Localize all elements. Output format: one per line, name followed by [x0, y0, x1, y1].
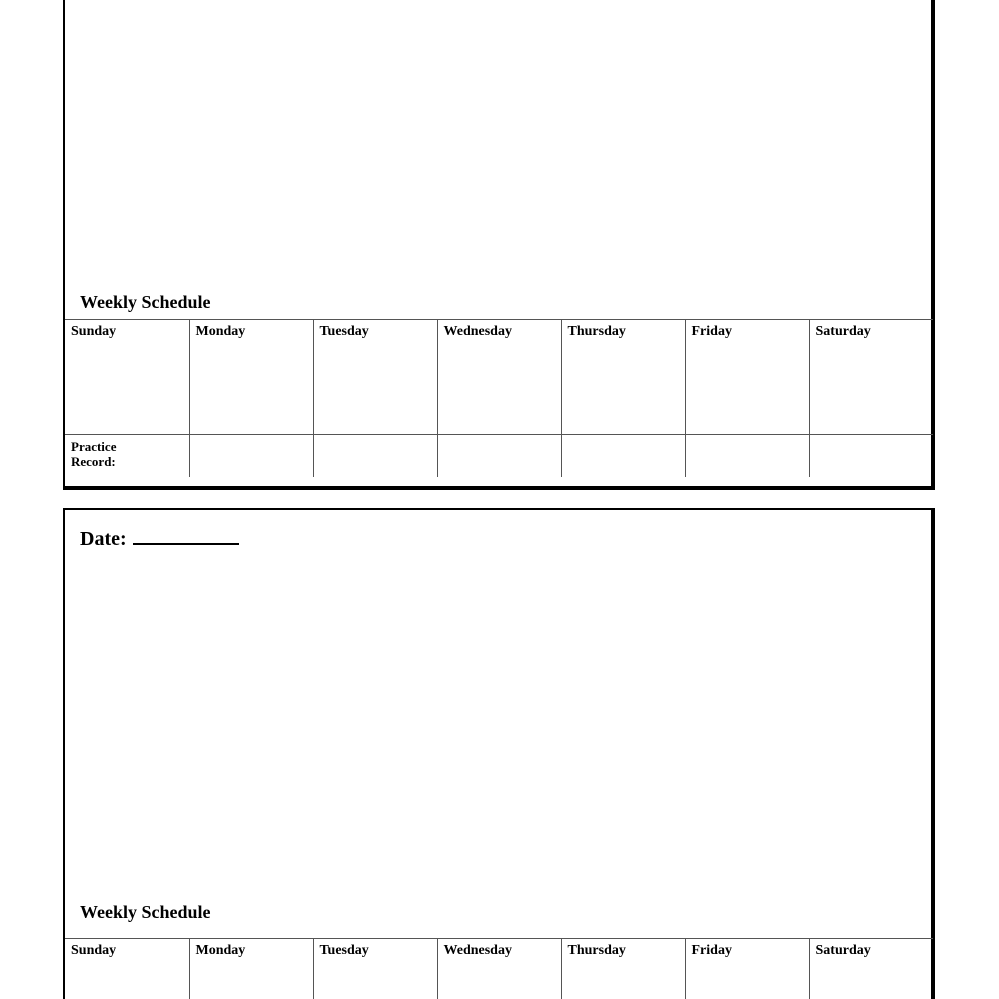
practice-form-bottom [63, 508, 935, 999]
practice-cell-saturday[interactable] [809, 435, 933, 477]
day-row [65, 320, 933, 435]
weekly-schedule-table [65, 319, 933, 477]
practice-cell-tuesday[interactable] [313, 435, 437, 477]
date-field [80, 527, 239, 551]
practice-cell-wednesday[interactable] [437, 435, 561, 477]
weekly-schedule-title: Weekly Schedule [80, 902, 211, 922]
day-cell-tuesday[interactable]: Tuesday [313, 320, 437, 435]
day-cell-tuesday[interactable]: Tuesday [313, 939, 437, 999]
date-blank-line[interactable] [133, 527, 239, 545]
day-cell-saturday[interactable]: Saturday [809, 320, 933, 435]
practice-cell-monday[interactable] [189, 435, 313, 477]
day-cell-monday[interactable]: Monday [189, 939, 313, 999]
practice-form-top [63, 0, 935, 490]
practice-cell-thursday[interactable] [561, 435, 685, 477]
weekly-schedule-title: Weekly Schedule [80, 292, 211, 312]
day-cell-saturday[interactable]: Saturday [809, 939, 933, 999]
day-cell-thursday[interactable]: Thursday [561, 320, 685, 435]
day-cell-friday[interactable]: Friday [685, 320, 809, 435]
practice-record-line2: Record: [71, 454, 116, 469]
practice-record-row [65, 435, 933, 477]
date-label: Date: [80, 528, 127, 550]
practice-record-line1: Practice [71, 439, 117, 454]
weekly-schedule-table [65, 938, 933, 999]
practice-record-label [65, 435, 189, 477]
day-row [65, 939, 933, 999]
day-cell-friday[interactable]: Friday [685, 939, 809, 999]
day-cell-wednesday[interactable]: Wednesday [437, 320, 561, 435]
practice-cell-friday[interactable] [685, 435, 809, 477]
day-cell-sunday[interactable]: Sunday [65, 320, 189, 435]
day-cell-monday[interactable]: Monday [189, 320, 313, 435]
day-cell-sunday[interactable]: Sunday [65, 939, 189, 999]
day-cell-thursday[interactable]: Thursday [561, 939, 685, 999]
day-cell-wednesday[interactable]: Wednesday [437, 939, 561, 999]
